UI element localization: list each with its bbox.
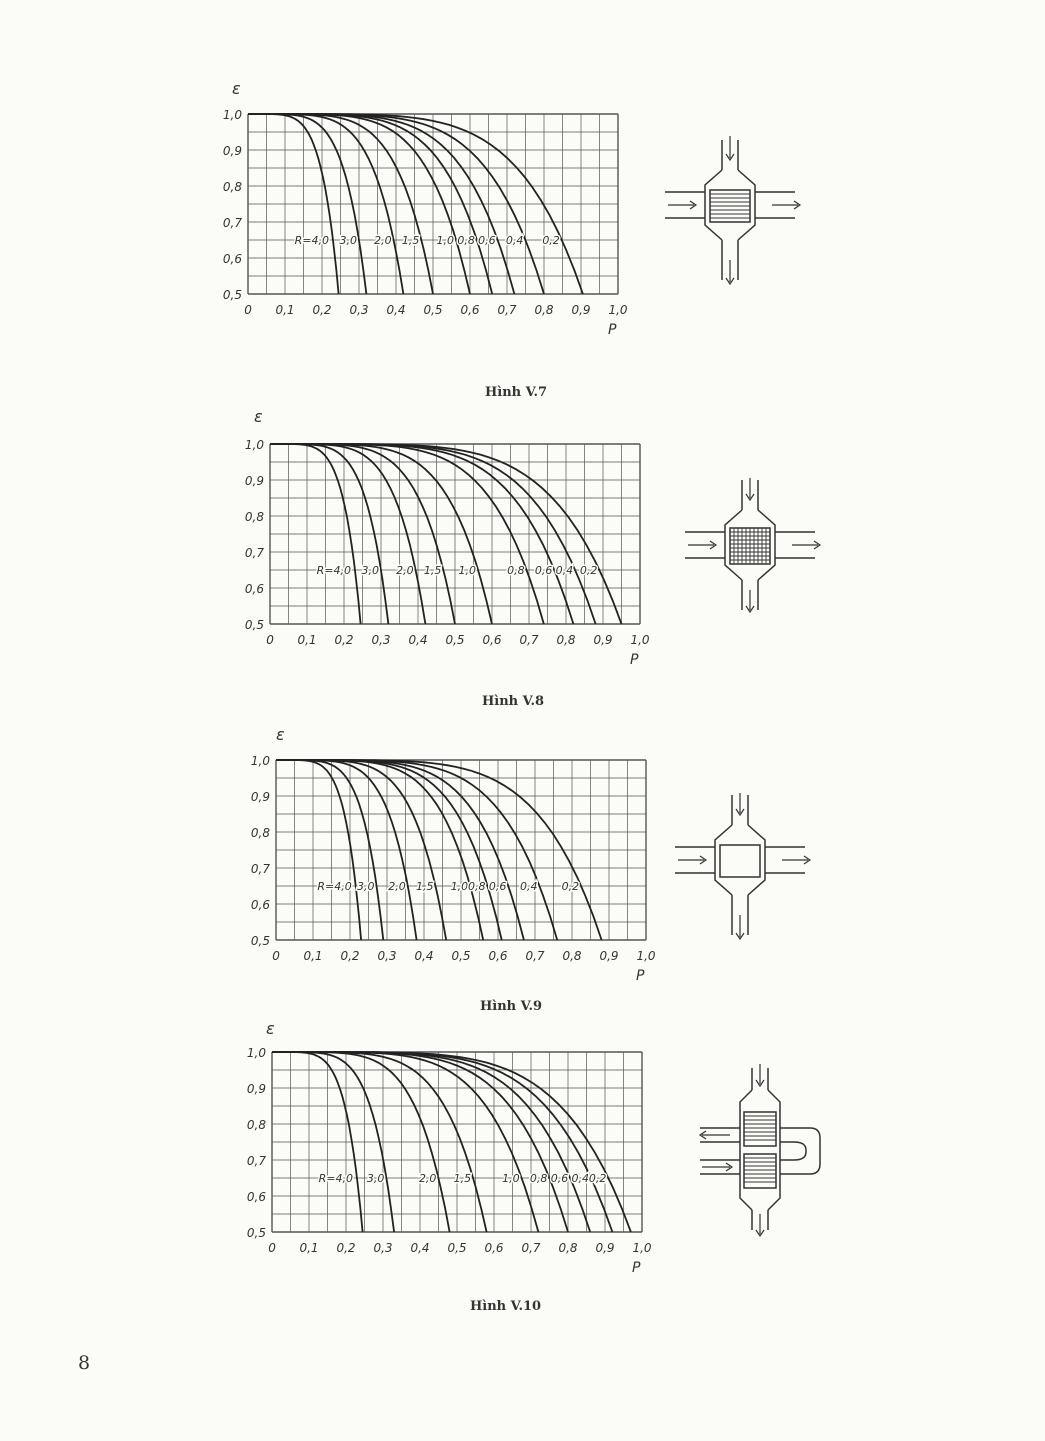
x-tick-label: 0,2 [336,1241,356,1255]
grid [272,1052,642,1232]
x-tick-label: 0,6 [482,633,502,647]
curve-label: 0,8 [529,1172,548,1185]
x-tick-label: 1,0 [630,633,650,647]
x-tick-labels [272,949,656,963]
curve-label: R=4,0 [316,564,351,577]
x-tick-label: 0,1 [303,949,323,963]
curve-label: 0,4 [505,234,524,247]
x-axis-label: P [636,968,645,984]
curve-label: 0,8 [468,880,486,893]
y-tick-label: 0,9 [244,474,264,488]
curve-label: 1,0 [450,880,469,893]
x-tick-label: 0,1 [275,303,295,317]
x-tick-label: 0,8 [556,633,576,647]
x-tick-label: 0,3 [377,949,397,963]
curve-label: 1,5 [416,880,434,893]
x-tick-label: 0,6 [484,1241,504,1255]
curve-label: 1,0 [502,1172,520,1185]
schematic-two-pass [700,1064,820,1236]
x-tick-label: 0,4 [386,303,406,317]
x-tick-label: 0,3 [371,633,391,647]
curve-label: 0,2 [561,880,580,893]
y-tick-label: 0,7 [222,216,242,230]
x-tick-label: 0,8 [534,303,554,317]
x-tick-label: 0 [244,303,252,317]
x-tick-label: 0,4 [410,1241,430,1255]
curve-label: R=4,0 [317,880,352,893]
x-tick-labels [244,303,628,317]
x-tick-label: 0,5 [445,633,465,647]
x-tick-label: 0,5 [423,303,443,317]
x-tick-label: 0,9 [571,303,591,317]
x-tick-label: 0,2 [312,303,332,317]
y-tick-label: 0,5 [246,1226,266,1240]
chart-v9 [190,720,850,1020]
x-tick-label: 0,3 [349,303,369,317]
x-tick-label: 0,6 [460,303,480,317]
y-tick-label: 0,8 [250,826,270,840]
x-tick-label: 0,8 [562,949,582,963]
y-tick-label: 1,0 [246,1046,266,1060]
x-tick-label: 0 [268,1241,276,1255]
y-tick-label: 0,6 [244,582,264,596]
plot-area [247,1046,652,1276]
curve-label: 0,2 [542,234,560,247]
figure-caption: Hình V.9 [480,999,543,1014]
y-tick-label: 0,8 [246,1118,266,1132]
y-tick-label: 0,9 [246,1082,266,1096]
curve-label: 0,2 [579,564,598,577]
schematic-mesh [685,478,820,612]
curve-label: 1,0 [436,234,455,247]
curve-label: 0,4 [555,564,574,577]
y-tick-label: 0,5 [250,934,270,948]
curve-label: 2,0 [418,1172,437,1185]
y-axis-label: ε [232,79,241,98]
curve-label: 1,5 [453,1172,472,1185]
y-tick-labels [223,108,242,302]
x-tick-label: 0,1 [299,1241,319,1255]
curve-label: 0,6 [534,564,553,577]
y-tick-label: 0,8 [222,180,242,194]
y-tick-label: 0,6 [246,1190,266,1204]
y-tick-labels [247,1046,266,1240]
y-tick-label: 1,0 [244,438,264,452]
chart-v8 [190,400,850,710]
curve-labels [317,564,598,577]
grid [276,760,646,940]
x-tick-label: 0,9 [593,633,613,647]
y-tick-label: 1,0 [250,754,270,768]
plot-area [223,108,628,338]
curve-label: 0,6 [478,234,496,247]
x-tick-label: 1,0 [608,303,628,317]
curve-label: 0,4 [571,1172,590,1185]
x-tick-labels [268,1241,652,1255]
curve-label: 3,0 [366,1172,385,1185]
schematic-open [675,793,810,939]
y-tick-label: 0,6 [250,898,270,912]
x-tick-label: 0,5 [451,949,471,963]
chart-v10 [190,1018,850,1318]
x-axis-label: P [630,652,639,668]
x-tick-label: 0,8 [558,1241,578,1255]
x-tick-label: 0,7 [497,303,517,317]
x-tick-label: 0,5 [447,1241,467,1255]
x-tick-label: 0,7 [519,633,539,647]
y-tick-label: 0,9 [222,144,242,158]
y-tick-labels [245,438,264,632]
x-tick-label: 0,2 [334,633,354,647]
x-tick-label: 0 [272,949,280,963]
y-tick-label: 0,9 [250,790,270,804]
figure-caption: Hình V.10 [470,1299,542,1314]
figure-caption: Hình V.8 [482,694,545,709]
x-axis-label: P [632,1260,641,1276]
page-number: 8 [78,1352,91,1374]
x-tick-label: 0,9 [595,1241,615,1255]
plot-area [245,438,650,668]
y-axis-label: ε [276,725,285,744]
curve-label: 0,8 [457,234,475,247]
x-tick-label: 0,6 [488,949,508,963]
x-tick-label: 1,0 [632,1241,652,1255]
chart-v7 [190,70,850,410]
plot-area [251,754,656,984]
figure-caption: Hình V.7 [485,385,548,400]
curve-label: R=4,0 [318,1172,353,1185]
x-tick-label: 0,2 [340,949,360,963]
curve-labels [319,1172,607,1185]
curve-label: 0,4 [520,880,538,893]
x-tick-label: 0,4 [414,949,434,963]
grid [270,444,640,624]
x-tick-label: 1,0 [636,949,656,963]
y-tick-label: 0,5 [244,618,264,632]
curve-label: 1,5 [423,564,442,577]
curve-label: 2,0 [396,564,414,577]
x-tick-label: 0 [266,633,274,647]
curve-label: 0,6 [488,880,507,893]
curve-label: 1,0 [458,564,477,577]
x-tick-label: 0,7 [521,1241,541,1255]
curve-label: 1,5 [401,234,420,247]
x-tick-label: 0,1 [297,633,317,647]
curve-label: 2,0 [374,234,392,247]
x-tick-label: 0,7 [525,949,545,963]
y-tick-label: 0,8 [244,510,264,524]
curve-label: 0,8 [507,564,525,577]
y-tick-label: 0,5 [222,288,242,302]
y-tick-labels [251,754,270,948]
grid [248,114,618,294]
y-tick-label: 1,0 [222,108,242,122]
curve-label: 3,0 [361,564,379,577]
x-tick-labels [266,633,650,647]
curve-label: R=4,0 [294,234,329,247]
y-axis-label: ε [254,407,263,426]
curve-label: 0,2 [588,1172,607,1185]
schematic-single-pass [665,136,800,284]
x-axis-label: P [608,322,617,338]
curve-label: 3,0 [339,234,357,247]
x-tick-label: 0,4 [408,633,428,647]
y-tick-label: 0,7 [250,862,270,876]
y-tick-label: 0,6 [222,252,242,266]
x-tick-label: 0,9 [599,949,619,963]
y-tick-label: 0,7 [244,546,264,560]
y-axis-label: ε [266,1019,275,1038]
curve-label: 3,0 [357,880,375,893]
curve-label: 2,0 [388,880,406,893]
curve-label: 0,6 [550,1172,569,1185]
x-tick-label: 0,3 [373,1241,393,1255]
y-tick-label: 0,7 [246,1154,266,1168]
